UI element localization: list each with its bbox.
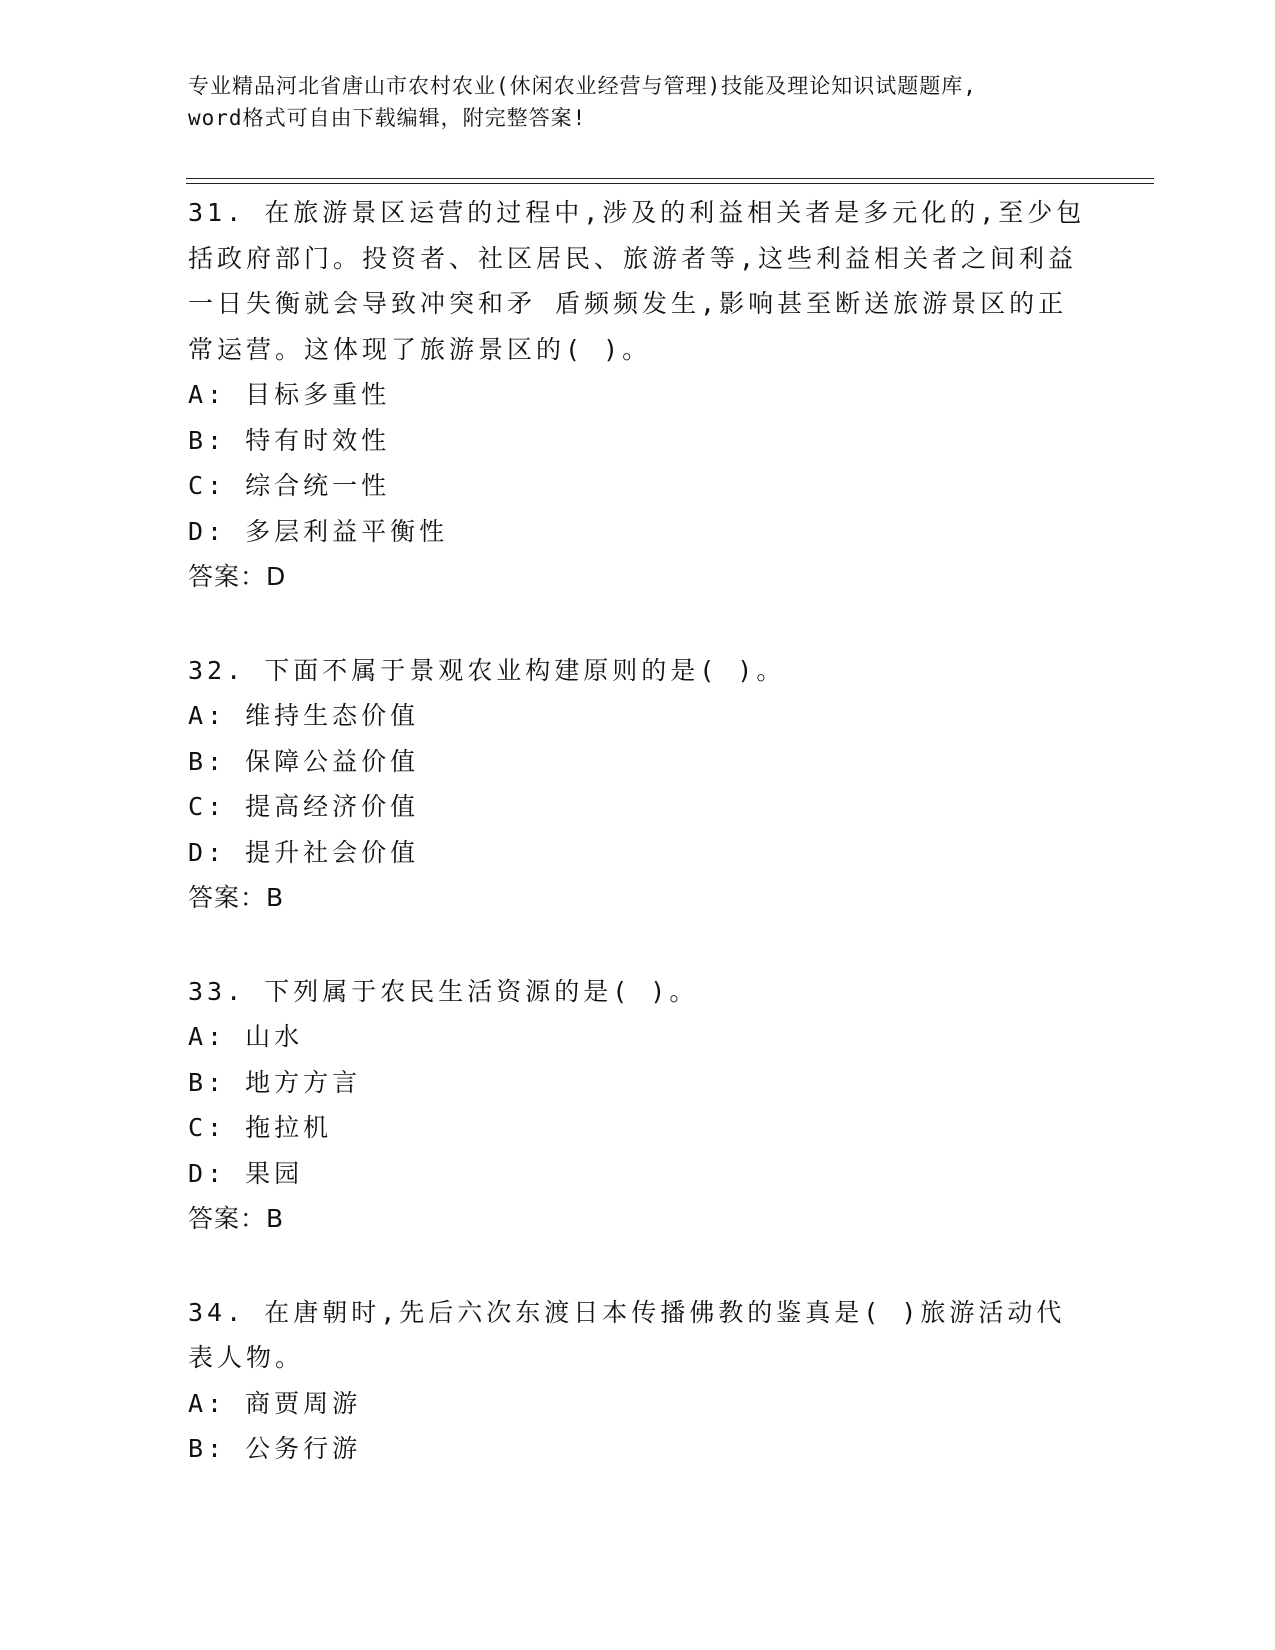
question-33 xyxy=(188,969,1088,1242)
option-a: A: 目标多重性 xyxy=(188,380,391,409)
question-text: 32. 下面不属于景观农业构建原则的是( )。 xyxy=(188,655,786,685)
question-31 xyxy=(188,190,1088,600)
header-line-1: 专业精品河北省唐山市农村农业(休闲农业经营与管理)技能及理论知识试题题库, xyxy=(188,74,977,98)
option-d: D: 提升社会价值 xyxy=(188,837,420,867)
header-divider-top xyxy=(186,178,1154,179)
option-b: B: 地方方言 xyxy=(188,1067,362,1097)
option-c: C: 拖拉机 xyxy=(188,1113,333,1142)
option-d: D: 多层利益平衡性 xyxy=(188,516,449,546)
question-34 xyxy=(188,1290,1088,1472)
question-text: 33. 下列属于农民生活资源的是( )。 xyxy=(188,976,699,1006)
question-text: 31. 在旅游景区运营的过程中,涉及的利益相关者是多元化的,至少包括政府部门。投资者、社区居民、旅游者等,这些利益相关者之间利益一日失衡就会导致冲突和矛 盾频频发生,影响甚至断送旅游景区的正常运营。这体现了旅游景区的( )。 xyxy=(188,198,1086,364)
header-divider-bottom xyxy=(186,183,1154,184)
answer: 答案：D xyxy=(188,562,287,591)
answer: 答案：B xyxy=(188,883,285,912)
option-a: A: 山水 xyxy=(188,1022,304,1051)
option-b: B: 公务行游 xyxy=(188,1434,362,1463)
option-b: B: 保障公益价值 xyxy=(188,746,420,776)
answer: 答案：B xyxy=(188,1204,285,1233)
option-a: A: 维持生态价值 xyxy=(188,701,420,730)
question-text: 34. 在唐朝时,先后六次东渡日本传播佛教的鉴真是( )旅游活动代表人物。 xyxy=(188,1297,1066,1372)
question-list xyxy=(188,190,1088,1520)
option-a: A: 商贾周游 xyxy=(188,1388,362,1418)
option-c: C: 提高经济价值 xyxy=(188,792,420,821)
option-b: B: 特有时效性 xyxy=(188,425,391,455)
option-c: C: 综合统一性 xyxy=(188,471,391,500)
header-line-2: word格式可自由下载编辑，附完整答案! xyxy=(188,106,587,130)
document-header xyxy=(188,70,1088,134)
question-32 xyxy=(188,648,1088,921)
option-d: D: 果园 xyxy=(188,1158,304,1188)
